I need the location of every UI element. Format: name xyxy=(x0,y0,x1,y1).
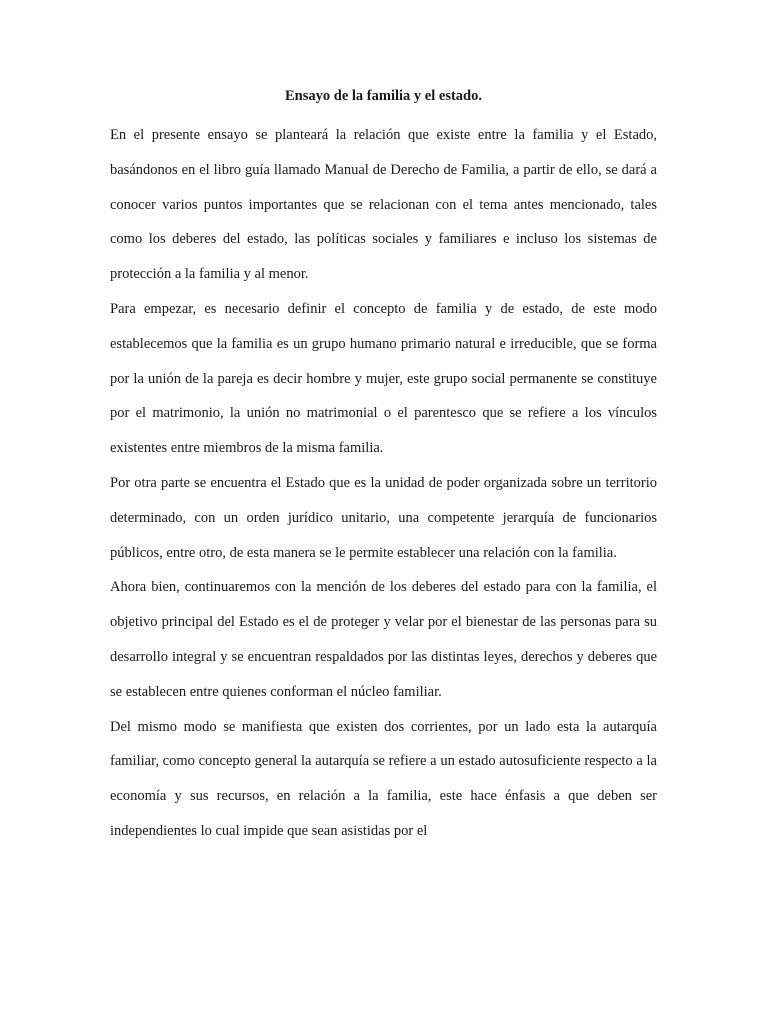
document-title: Ensayo de la familia y el estado. xyxy=(285,88,482,104)
paragraph-2: Para empezar, es necesario definir el concepto de familia y de estado, de este modo establecemos que la familia es un grupo humano primario natural e irreducible, que se forma por la unión de la pareja es decir hombre y mujer, este grupo social permanente se constituye por el matrimonio, la unión no matrimonial o el parentesco que se refiere a los vínculos existentes entre miembros de la misma familia. xyxy=(110,300,657,457)
paragraph-1: En el presente ensayo se planteará la relación que existe entre la familia y el Estado, basándonos en el libro guía llamado Manual de Derecho de Familia, a partir de ello, se dará a conocer varios puntos importantes que se relacionan con el tema antes mencionado, tales como los deberes del estado, las políticas sociales y familiares e incluso los sistemas de protección a la familia y al menor. xyxy=(110,127,657,283)
paragraph-3: Por otra parte se encuentra el Estado que es la unidad de poder organizada sobre un territorio determinado, con un orden jurídico unitario, una competente jerarquía de funcionarios públicos, entre otro, de esta manera se le permite establecer una relación con la familia. xyxy=(110,474,657,561)
paragraph-4: Ahora bien, continuaremos con la mención de los deberes del estado para con la familia, el objetivo principal del Estado es el de proteger y velar por el bienestar de las personas para su desarrollo integral y se encuentran respaldados por las distintas leyes, derechos y deberes que se establecen entre quienes conforman el núcleo familiar. xyxy=(110,579,657,700)
document-body xyxy=(110,118,657,849)
paragraph-5: Del mismo modo se manifiesta que existen dos corrientes, por un lado esta la autarquía familiar, como concepto general la autarquía se refiere a un estado autosuficiente respecto a la economía y sus recursos, en relación a la familia, este hace énfasis a que deben ser independientes lo cual impide que sean asistidas por el xyxy=(110,718,657,839)
